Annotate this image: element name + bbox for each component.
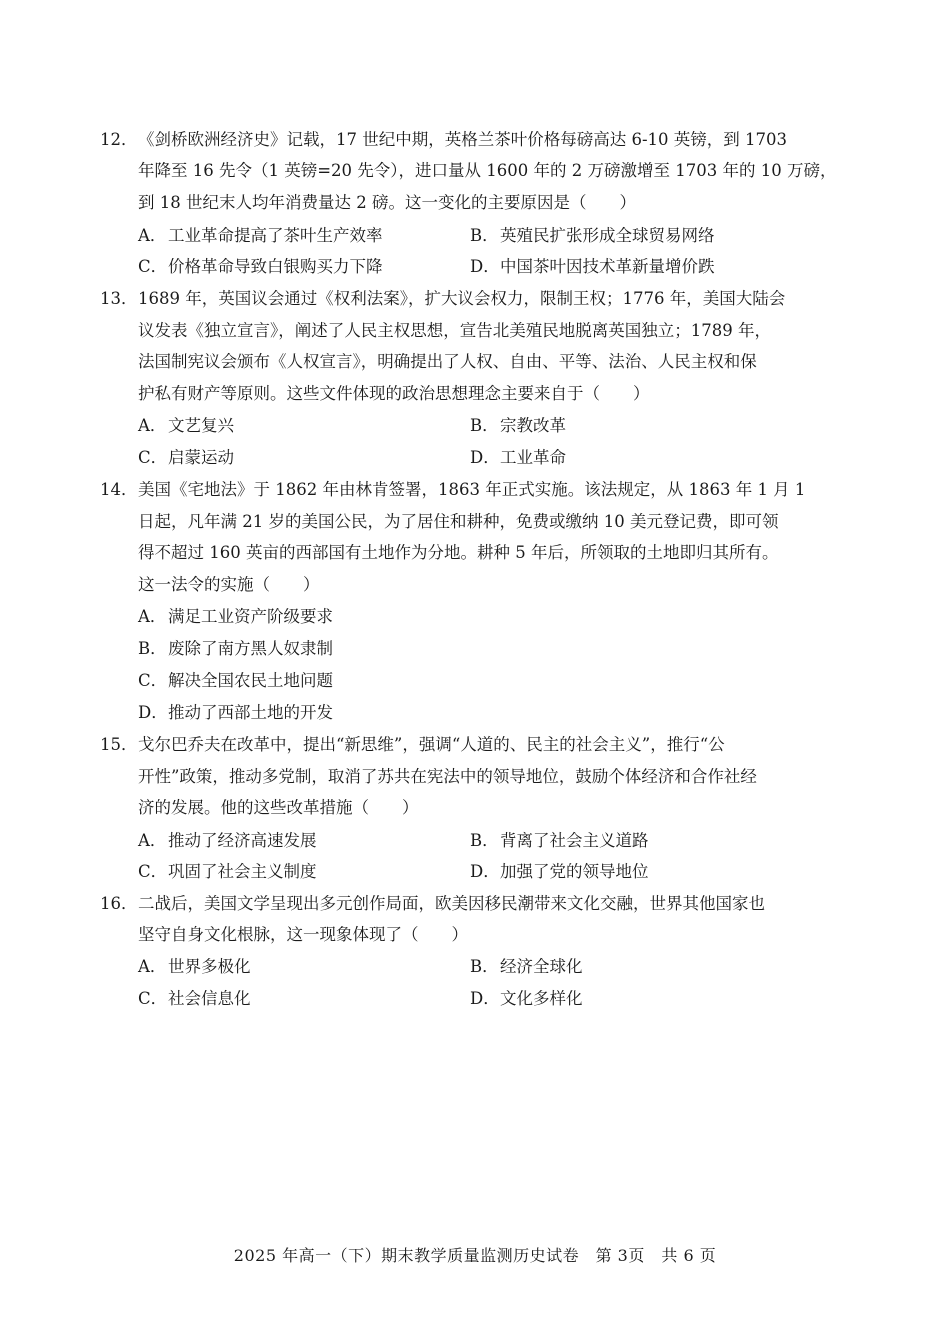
option-letter: B．: [138, 639, 167, 658]
option-d: [138, 701, 333, 725]
option-letter: C．: [138, 862, 168, 881]
option-letter: A．: [138, 957, 167, 976]
option-letter: C．: [138, 448, 168, 467]
option-text: 英殖民扩张形成全球贸易网络: [500, 226, 715, 245]
option-text: 满足工业资产阶级要求: [168, 607, 333, 626]
option-c: [138, 669, 333, 693]
option-letter: D．: [470, 448, 500, 467]
option-d: [470, 987, 583, 1011]
option-letter: C．: [138, 257, 168, 276]
question-text-line: 《剑桥欧洲经济史》记载，17 世纪中期，英格兰茶叶价格每磅高达 6-10 英镑，到 1703: [138, 130, 788, 149]
option-text: 宗教改革: [500, 416, 566, 435]
question-text-line: 二战后，美国文学呈现出多元创作局面，欧美因移民潮带来文化交融，世界其他国家也: [138, 894, 765, 913]
question-number: 12．: [100, 130, 138, 149]
option-letter: D．: [470, 989, 500, 1008]
option-letter: A．: [138, 416, 167, 435]
option-d: [470, 860, 649, 884]
option-b: [138, 637, 333, 661]
option-letter: A．: [138, 226, 167, 245]
question-text-line: 开性”政策，推动多党制，取消了苏共在宪法中的领导地位，鼓励个体经济和合作社经: [138, 767, 757, 786]
option-a: [138, 829, 317, 853]
question-text-line: 日起，凡年满 21 岁的美国公民，为了居住和耕种，免费或缴纳 10 美元登记费，即可领: [138, 512, 779, 531]
option-text: 解决全国农民土地问题: [168, 671, 333, 690]
option-text: 世界多极化: [168, 957, 251, 976]
question-text-line: 年降至 16 先令（1 英镑=20 先令），进口量从 1600 年的 2 万磅激增至 1703 年的 10 万磅，: [138, 161, 837, 180]
question-text-line: 法国制宪议会颁布《人权宣言》，明确提出了人权、自由、平等、法治、人民主权和保: [138, 352, 757, 371]
option-c: [138, 255, 383, 279]
option-letter: D．: [138, 703, 168, 722]
option-b: [470, 224, 715, 248]
option-a: [138, 224, 383, 248]
question-text-line: 戈尔巴乔夫在改革中，提出“新思维”，强调“人道的、民主的社会主义”，推行“公: [138, 735, 725, 754]
option-text: 背离了社会主义道路: [500, 831, 649, 850]
option-c: [138, 860, 317, 884]
question-text-line: 议发表《独立宣言》，阐述了人民主权思想，宣告北美殖民地脱离英国独立；1789 年，: [138, 321, 771, 340]
option-text: 废除了南方黑人奴隶制: [168, 639, 333, 658]
option-d: [470, 446, 566, 470]
option-letter: D．: [470, 257, 500, 276]
question-number: 13．: [100, 289, 138, 308]
option-text: 价格革命导致白银购买力下降: [168, 257, 383, 276]
page-footer: 2025 年高一（下）期末教学质量监测历史试卷 第 3页 共 6 页: [233, 1246, 717, 1265]
option-text: 推动了西部土地的开发: [168, 703, 333, 722]
option-letter: B．: [470, 831, 499, 850]
question-text-line: 1689 年，英国议会通过《权利法案》，扩大议会权力，限制王权；1776 年，美国大陆会: [138, 289, 786, 308]
option-letter: B．: [470, 226, 499, 245]
question-number: 16．: [100, 894, 138, 913]
option-text: 加强了党的领导地位: [500, 862, 649, 881]
question-text-line: 这一法令的实施（ ）: [138, 575, 320, 594]
option-text: 经济全球化: [500, 957, 583, 976]
option-text: 推动了经济高速发展: [168, 831, 317, 850]
question-text-line: 到 18 世纪末人均年消费量达 2 磅。这一变化的主要原因是（ ）: [138, 193, 636, 212]
option-text: 文化多样化: [500, 989, 583, 1008]
option-letter: C．: [138, 989, 168, 1008]
question-text-line: 护私有财产等原则。这些文件体现的政治思想理念主要来自于（ ）: [138, 384, 650, 403]
option-d: [470, 255, 715, 279]
option-a: [138, 414, 234, 438]
question-text-line: 得不超过 160 英亩的西部国有土地作为分地。耕种 5 年后，所领取的土地即归其所有。: [138, 543, 779, 562]
question-number: 14．: [100, 480, 138, 499]
option-a: [138, 605, 333, 629]
option-letter: D．: [470, 862, 500, 881]
option-a: [138, 955, 251, 979]
option-b: [470, 414, 566, 438]
option-letter: B．: [470, 957, 499, 976]
option-b: [470, 829, 649, 853]
option-text: 文艺复兴: [168, 416, 234, 435]
option-c: [138, 446, 234, 470]
option-text: 社会信息化: [168, 989, 251, 1008]
option-text: 启蒙运动: [168, 448, 234, 467]
option-letter: B．: [470, 416, 499, 435]
option-text: 中国茶叶因技术革新量增价跌: [500, 257, 715, 276]
option-text: 工业革命提高了茶叶生产效率: [168, 226, 383, 245]
option-letter: C．: [138, 671, 168, 690]
question-text-line: 济的发展。他的这些改革措施（ ）: [138, 798, 419, 817]
option-letter: A．: [138, 607, 167, 626]
option-text: 工业革命: [500, 448, 566, 467]
question-number: 15．: [100, 735, 138, 754]
option-letter: A．: [138, 831, 167, 850]
option-b: [470, 955, 583, 979]
option-text: 巩固了社会主义制度: [168, 862, 317, 881]
question-text-line: 坚守自身文化根脉，这一现象体现了（ ）: [138, 925, 468, 944]
question-text-line: 美国《宅地法》于 1862 年由林肯签署，1863 年正式实施。该法规定，从 1863 年 1 月 1: [138, 480, 806, 499]
option-c: [138, 987, 251, 1011]
